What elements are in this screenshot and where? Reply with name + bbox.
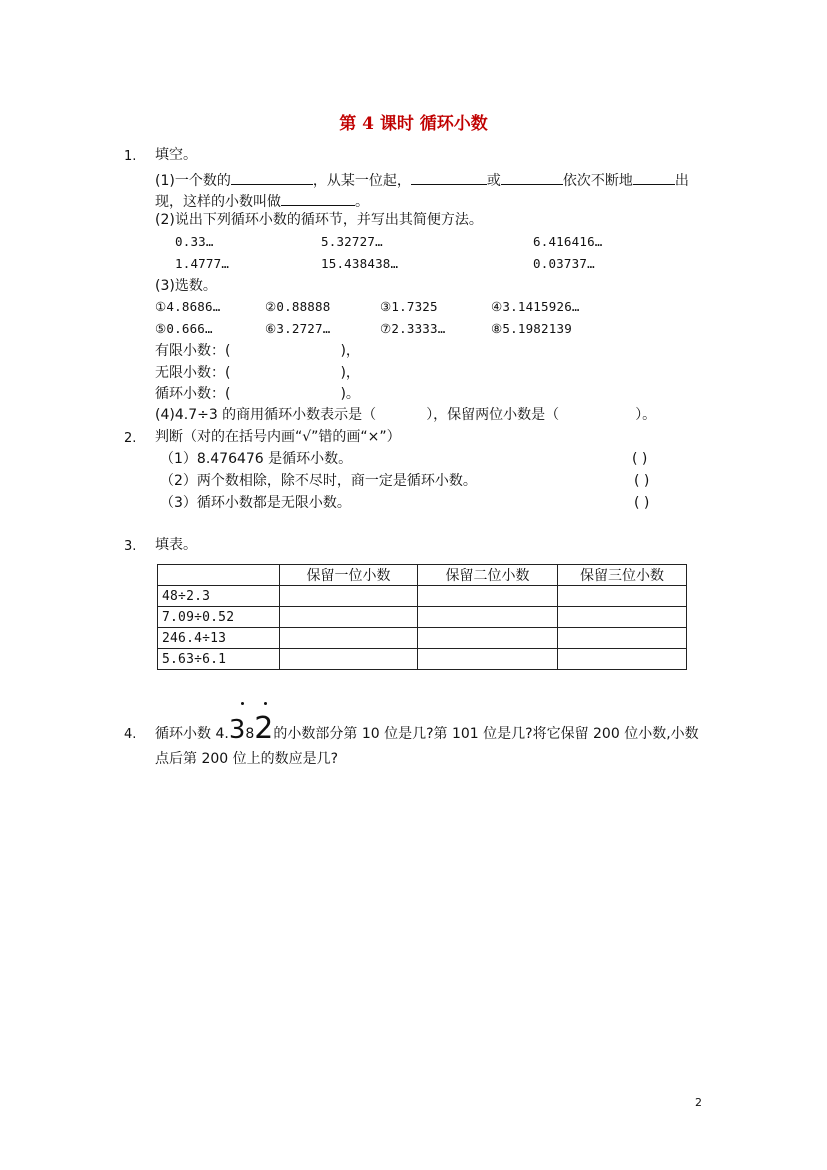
q3-heading: 填表。 <box>155 537 197 553</box>
q1-p1-text-d: 依次不断地 <box>562 173 633 189</box>
q4-line2: 点后第 200 位上的数应是几? <box>155 751 339 767</box>
q1-p2-item-2: 5.32727… <box>321 234 383 249</box>
recurring-dot-right <box>264 702 267 705</box>
recurring-digit-3: 3 <box>228 715 246 745</box>
q1-p4-text-b: ），保留两位小数是（ <box>426 407 560 423</box>
q1-p1-line2 <box>155 191 369 209</box>
q1-p1-text-a: (1)一个数的 <box>155 173 231 189</box>
table-row <box>158 586 687 607</box>
table-cell[interactable] <box>418 586 558 607</box>
judge-paren-1[interactable]: ( ) <box>632 451 648 467</box>
blank-2[interactable] <box>411 170 487 185</box>
q1-p3-option-8: ⑧5.1982139 <box>491 321 572 336</box>
finite-decimal-line <box>155 344 360 358</box>
table-header-corner <box>158 565 280 586</box>
q1-p1-text-f: 现，这样的小数叫做 <box>155 194 281 210</box>
q1-p1-line1 <box>155 170 689 188</box>
table-cell[interactable] <box>558 649 687 670</box>
q1-p2-item-6: 0.03737… <box>533 256 595 271</box>
table-row-label: 48÷2.3 <box>158 586 280 607</box>
table-cell[interactable] <box>558 586 687 607</box>
table-cell[interactable] <box>280 586 418 607</box>
table-cell[interactable] <box>558 628 687 649</box>
q2-item-3: （3）循环小数都是无限小数。 <box>160 495 351 511</box>
table-header-row <box>158 565 687 586</box>
table-row <box>158 607 687 628</box>
table-cell[interactable] <box>280 607 418 628</box>
table-header-two-places: 保留二位小数 <box>418 565 558 586</box>
q4-number: 4. <box>124 727 137 742</box>
table-row-label: 7.09÷0.52 <box>158 607 280 628</box>
blank-1[interactable] <box>231 170 313 185</box>
q1-p1-text-b: ，从某一位起， <box>312 173 411 189</box>
q1-p3-label: (3)选数。 <box>155 278 217 294</box>
q4-line1 <box>155 712 699 746</box>
rounding-table <box>157 564 687 670</box>
q1-p4-text-a: (4)4.7÷3 的商用循环小数表示是（ <box>155 407 377 423</box>
q1-p3-option-2: ②0.88888 <box>265 299 331 314</box>
q1-p1-text-g: 。 <box>355 194 369 210</box>
q1-heading: 填空。 <box>155 147 197 163</box>
table-row <box>158 649 687 670</box>
recurring-decimal-line <box>155 387 360 401</box>
infinite-label: 无限小数：( <box>155 365 231 381</box>
table-row-label: 246.4÷13 <box>158 628 280 649</box>
infinite-decimal-line <box>155 366 360 380</box>
q1-p1-text-c: 或 <box>486 173 501 189</box>
q4-text-b: 的小数部分第 10 位是几?第 101 位是几?将它保留 200 位小数,小数 <box>273 726 699 742</box>
q1-p3-option-3: ③1.7325 <box>380 299 438 314</box>
q4-text-a: 循环小数 4. <box>155 726 229 742</box>
table-cell[interactable] <box>418 628 558 649</box>
table-header-three-places: 保留三位小数 <box>558 565 687 586</box>
table-cell[interactable] <box>418 607 558 628</box>
table-cell[interactable] <box>280 649 418 670</box>
q1-p3-option-6: ⑥3.2727… <box>265 321 331 336</box>
q1-p1-text-e: 出 <box>674 173 689 189</box>
judge-paren-2[interactable]: ( ) <box>634 473 650 489</box>
q1-number: 1. <box>124 149 137 164</box>
recurring-digit-8: 8 <box>245 726 255 742</box>
q3-number: 3. <box>124 539 137 554</box>
table-header-one-place: 保留一位小数 <box>280 565 418 586</box>
infinite-close: )， <box>340 365 360 381</box>
q1-p3-option-1: ①4.8686… <box>155 299 221 314</box>
blank-5[interactable] <box>281 191 355 206</box>
q1-p2-item-1: 0.33… <box>175 234 214 249</box>
q1-p3-option-4: ④3.1415926… <box>491 299 580 314</box>
q1-p2-item-4: 1.4777… <box>175 256 230 271</box>
finite-close: )， <box>340 343 360 359</box>
table-row <box>158 628 687 649</box>
judge-paren-3[interactable]: ( ) <box>634 495 650 511</box>
q2-item-2: （2）两个数相除，除不尽时，商一定是循环小数。 <box>160 473 477 489</box>
blank-3[interactable] <box>501 170 563 185</box>
q1-p2-label: (2)说出下列循环小数的循环节，并写出其简便方法。 <box>155 212 483 228</box>
q1-p3-option-5: ⑤0.666… <box>155 321 213 336</box>
table-cell[interactable] <box>280 628 418 649</box>
page-title: 第 4 课时 循环小数 <box>339 114 488 134</box>
q1-p4-text-c: ）。 <box>635 407 657 423</box>
table-row-label: 5.63÷6.1 <box>158 649 280 670</box>
blank-4[interactable] <box>633 170 675 185</box>
q1-p3-option-7: ⑦2.3333… <box>380 321 446 336</box>
q1-p2-item-5: 15.438438… <box>321 256 399 271</box>
q2-heading: 判断（对的在括号内画“√”错的画“×”） <box>155 429 401 445</box>
q2-number: 2. <box>124 431 137 446</box>
page-number: 2 <box>695 1096 702 1109</box>
recurring-label: 循环小数：( <box>155 386 231 402</box>
finite-label: 有限小数：( <box>155 343 231 359</box>
table-cell[interactable] <box>418 649 558 670</box>
q1-p4-line <box>155 408 656 422</box>
q1-p2-item-3: 6.416416… <box>533 234 603 249</box>
q2-item-1: （1）8.476476 是循环小数。 <box>160 451 353 467</box>
recurring-digit-2: 2 <box>254 711 274 746</box>
table-cell[interactable] <box>558 607 687 628</box>
recurring-close: )。 <box>340 386 360 402</box>
recurring-dot-left <box>241 702 244 705</box>
